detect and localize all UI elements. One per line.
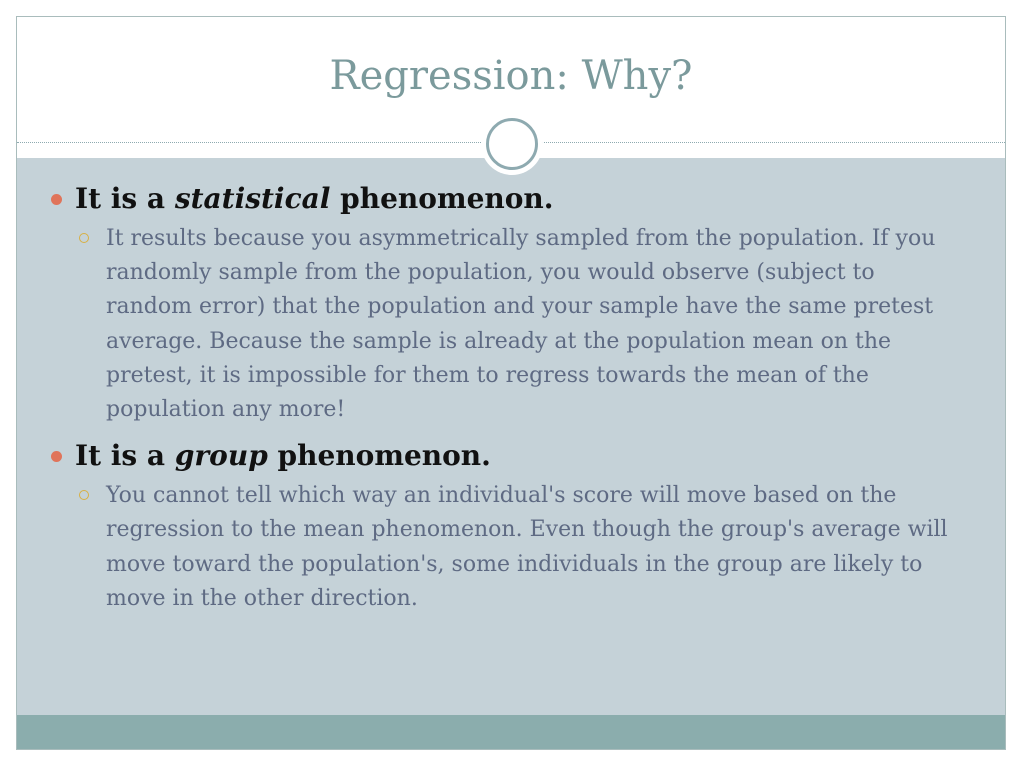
footer-band <box>17 715 1005 750</box>
sub-bullet-ring-icon <box>79 490 89 500</box>
sub-bullet-statistical <box>17 222 1005 427</box>
bullet-suffix: phenomenon. <box>267 439 491 473</box>
bullet-prefix: It is a <box>75 182 175 215</box>
bullet-dot-icon <box>51 194 62 205</box>
bullet-emphasis: statistical <box>174 182 331 215</box>
bullet-group <box>17 437 1005 475</box>
slide-title: Regression: Why? <box>329 53 693 99</box>
bullet-statistical <box>17 180 1005 218</box>
sub-bullet-ring-icon <box>79 233 89 243</box>
sub-bullet-text: It results because you asymmetrically sampled from the population. If you randomly sample from the population, you would observe (subject to random error) that the population and your sample have the same pretest average. Because the sample is already at the population mean on the pretest, it is impossible for them to regress towards the mean of the population any more! <box>106 226 936 423</box>
bullet-emphasis: group <box>174 439 268 473</box>
divider-ring-icon <box>486 118 538 170</box>
slide <box>16 16 1006 750</box>
sub-bullet-text: You cannot tell which way an individual's score will move based on the regression to the mean phenomenon. Even though the group's average will move toward the population's, some individuals in the group are likely to move in the other direction. <box>106 483 948 611</box>
bullet-list <box>17 180 1005 626</box>
bullet-dot-icon <box>51 451 62 462</box>
bullet-prefix: It is a <box>75 439 175 473</box>
sub-bullet-group <box>17 479 1005 616</box>
bullet-suffix: phenomenon. <box>330 182 554 215</box>
